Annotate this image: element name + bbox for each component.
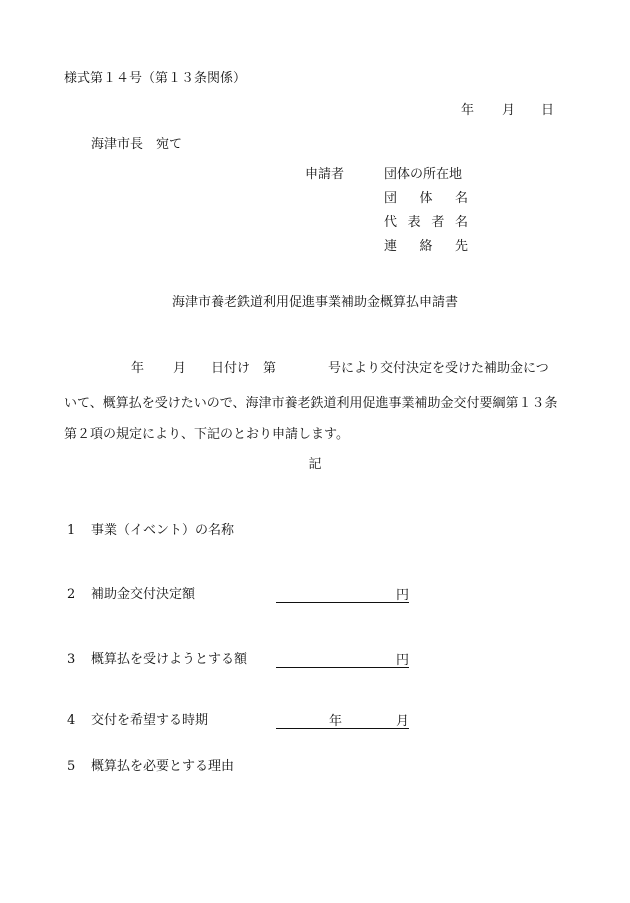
item-1-number: 1: [67, 523, 76, 538]
field-char: 先: [454, 239, 468, 254]
form-number: 様式第１４号（第１３条関係）: [64, 71, 247, 86]
item-3-label: 概算払を受けようとする額: [91, 652, 248, 667]
body-month: 月: [173, 361, 187, 376]
document-title: 海津市養老鉄道利用促進事業補助金概算払申請書: [171, 295, 458, 310]
date-day-label: 日: [541, 103, 555, 118]
item-4-number: 4: [67, 713, 76, 728]
field-char: 名: [454, 191, 468, 206]
field-char: 表: [407, 215, 421, 230]
body-year: 年: [131, 361, 145, 376]
item-5-number: 5: [67, 759, 76, 774]
body-dated: 日付け: [211, 361, 251, 376]
body-line-2: いて、概算払を受けたいので、海津市養老鉄道利用促進事業補助金交付要綱第１３条: [64, 396, 558, 411]
item-2-amount-field[interactable]: [276, 587, 409, 603]
body-line1-text: 号により交付決定を受けた補助金につ: [328, 361, 549, 376]
field-contact: [384, 240, 468, 253]
item-4-year-unit: 年: [329, 714, 343, 729]
field-organization-name: [384, 192, 468, 205]
item-4-label: 交付を希望する時期: [91, 713, 209, 728]
field-char: 者: [431, 215, 445, 230]
applicant-label: 申請者: [305, 167, 345, 182]
item-2-number: 2: [67, 587, 76, 602]
body-line-3: 第２項の規定により、下記のとおり申請します。: [64, 427, 349, 442]
body-no-prefix: 第: [263, 361, 277, 376]
item-3-number: 3: [67, 652, 76, 667]
date-month-label: 月: [502, 103, 516, 118]
item-2-label: 補助金交付決定額: [91, 587, 196, 602]
field-char: 連: [384, 239, 398, 254]
item-3-amount-field[interactable]: [276, 652, 409, 668]
field-representative-name: [384, 216, 468, 229]
field-char: 絡: [419, 239, 433, 254]
field-char: 体: [419, 191, 433, 206]
field-char: 代: [384, 215, 398, 230]
item-3-unit: 円: [395, 653, 409, 668]
field-char: 団: [384, 191, 398, 206]
item-5-label: 概算払を必要とする理由: [91, 759, 235, 774]
field-address-label: 団体の所在地: [384, 167, 463, 182]
date-year-label: 年: [461, 103, 475, 118]
addressee: 海津市長 宛て: [91, 137, 183, 152]
item-1-label: 事業（イベント）の名称: [91, 523, 235, 538]
field-char: 名: [454, 215, 468, 230]
item-2-unit: 円: [395, 588, 409, 603]
item-4-period-field[interactable]: [276, 713, 409, 729]
item-4-month-unit: 月: [395, 714, 409, 729]
ki-heading: 記: [308, 457, 322, 472]
field-address: [384, 168, 468, 181]
